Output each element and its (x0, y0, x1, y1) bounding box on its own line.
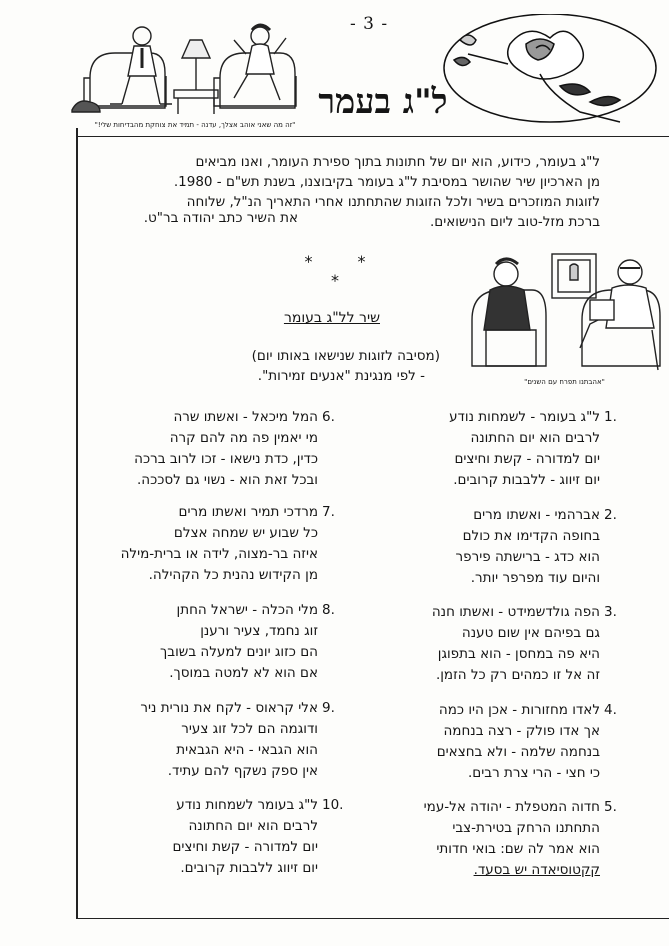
verse-9 (58, 698, 335, 782)
verse-line: המל מיכאל - ואשתו שרה (173, 409, 318, 425)
verse-line: אם הוא לא למטה במוסך. (169, 665, 318, 681)
intro-line: ל"ג בעומר, כידוע, הוא יום של חתונות בתוך ספירת העומר, ואנו מביאים (195, 154, 600, 170)
couple-cartoon-illustration (70, 18, 320, 120)
verse-number: 8. (322, 602, 335, 618)
verse-line: בנחמה שלמה - ולא בחצאים (436, 744, 600, 760)
verse-line: אך אדו פולק - רצה בנחמה (443, 723, 600, 739)
verse-line: כי חצי - הרי צרת רבים. (468, 765, 600, 781)
verse-line: הוא כדג - ברישתה פירפר (455, 549, 600, 565)
verse-line: ל"ג בעומר לשמחות נודע (176, 797, 318, 813)
verse-line: מי יאמין פה מה להם קרה (169, 430, 318, 446)
rose-illustration (440, 14, 660, 126)
verse-line: מרדכי תמיר ואשתו מרים (178, 504, 318, 520)
verse-number: 3. (604, 604, 617, 620)
verse-3 (340, 602, 617, 686)
verse-line: מן הקידוש נהנית כל הקהילה. (148, 567, 318, 583)
verse-2 (340, 505, 617, 589)
verse-line: התחתנו הרחק בטירת-צבי (452, 820, 600, 836)
verse-line: ובכל זאת הוא - נשוי גם לסככה. (136, 472, 318, 488)
verse-number: 5. (604, 799, 617, 815)
verse-5 (340, 797, 617, 881)
verse-number: 1. (604, 409, 617, 425)
verse-line: אין ספק נשקף להם עתיד. (167, 763, 318, 779)
verse-line: זוג נחמד, צעיר ורענן (200, 623, 318, 639)
section-separator: * * * (304, 252, 386, 290)
song-credit: את השיר כתב יהודה בר"ט. (143, 210, 298, 226)
verse-line: כדין, כדת נישאו - זכו לרוב ברכה (134, 451, 318, 467)
page-number: - 3 - (350, 14, 389, 34)
verse-line: יום למדורה - קשת וחיצים (454, 451, 600, 467)
song-subtitle: (מסיבה לזוגות שנישאו באותו יום) (251, 348, 440, 364)
song-tune: - לפי מנגינת "אנעים זמירות". (257, 368, 425, 384)
verse-line: לרבים הוא יום החתונה (188, 818, 318, 834)
intro-line: לזוגות המוזכרים בשיר ולכל הזוגות שהתחתנו אחרי התאריך הנ"ל, שלוחה (186, 194, 600, 210)
verse-1 (340, 407, 617, 491)
verse-line: לרבים הוא יום החתונה (470, 430, 600, 446)
verse-line: גם בפיהם אין שום טענה (461, 625, 600, 641)
verse-line: חדוה המטפלת - יהודה אל-עמי (423, 799, 600, 815)
verse-line: הוא הגבאי - היא הגבאית (176, 742, 318, 758)
verse-line: הפה גולדשמידט - ואשתו חנה (431, 604, 600, 620)
verse-number: 6. (322, 409, 335, 425)
song-title: שיר לל"ג בעומר (283, 310, 380, 326)
verse-line: ודוגמה הם לכל זוג צעיר (181, 721, 318, 737)
verse-line: כל שבוע יש שמחה אצלם (173, 525, 318, 541)
verse-line: לאדו מחזורות - אכן היו כמה (438, 702, 600, 718)
verse-line: יום זיווג - ללבבות קרובים. (453, 472, 600, 488)
verse-number: 2. (604, 507, 617, 523)
cartoon-caption-right: "אהבתנו תפרח עם השנים" (524, 378, 605, 386)
verse-7 (58, 502, 335, 586)
intro-line: ברכת מזל-טוב ליום הנישואים. (429, 214, 600, 230)
verse-line: היא פה במחסן - הוא בתפוגן (437, 646, 600, 662)
verse-number: 7. (322, 504, 335, 520)
verse-line: הם כזוג יונים למעלה בשובך (160, 644, 318, 660)
verse-line: אלי קראוס - לקח את נורית ניר (140, 700, 318, 716)
verse-line: קקטוסיאדה יש בסעד. (473, 862, 600, 878)
intro-line: מן הארכיון שיר שהושר במסיבת ל"ג בעומר בקיבוצנו, בשנת תש"ם - 1980. (173, 174, 600, 190)
verse-line: ל"ג בעומר - לשמחות נודע (449, 409, 600, 425)
verse-8 (58, 600, 335, 684)
verse-line: אברהמי - ואשתו מרים (473, 507, 600, 523)
verse-10 (58, 795, 344, 879)
verse-line: מלי הכלה - ישראל החתן (176, 602, 318, 618)
couple-sofa-cartoon (466, 250, 666, 378)
verse-line: בחופה הקדימו את כולם (462, 528, 600, 544)
verse-line: זה אל זו כמהים רק כל הזמן. (435, 667, 600, 683)
footer-rule (76, 918, 669, 919)
verse-number: 4. (604, 702, 617, 718)
cartoon-caption-top: "זה מה שאני אוהב אצלך, עדנה - תמיד את צוחקת מהבדיחות שלי!" (94, 121, 296, 129)
verse-number: 9. (322, 700, 335, 716)
verse-line: יום זיווג ללבבות קרובים. (180, 860, 318, 876)
verse-4 (340, 700, 617, 784)
verse-line: יום למדורה - קשת וחיצים (172, 839, 318, 855)
verse-number: 10. (322, 797, 344, 813)
page-title: ל"ג בעמר (318, 82, 448, 122)
verse-line: איזה בר-מצוה, לידה או ברית-מילה (120, 546, 318, 562)
verse-line: הוא אמר לה שם: בואי חדותי (436, 841, 600, 857)
verse-6 (58, 407, 335, 491)
verse-line: והיום עוד מפרפר יותר. (470, 570, 600, 586)
header-rule (76, 136, 669, 137)
